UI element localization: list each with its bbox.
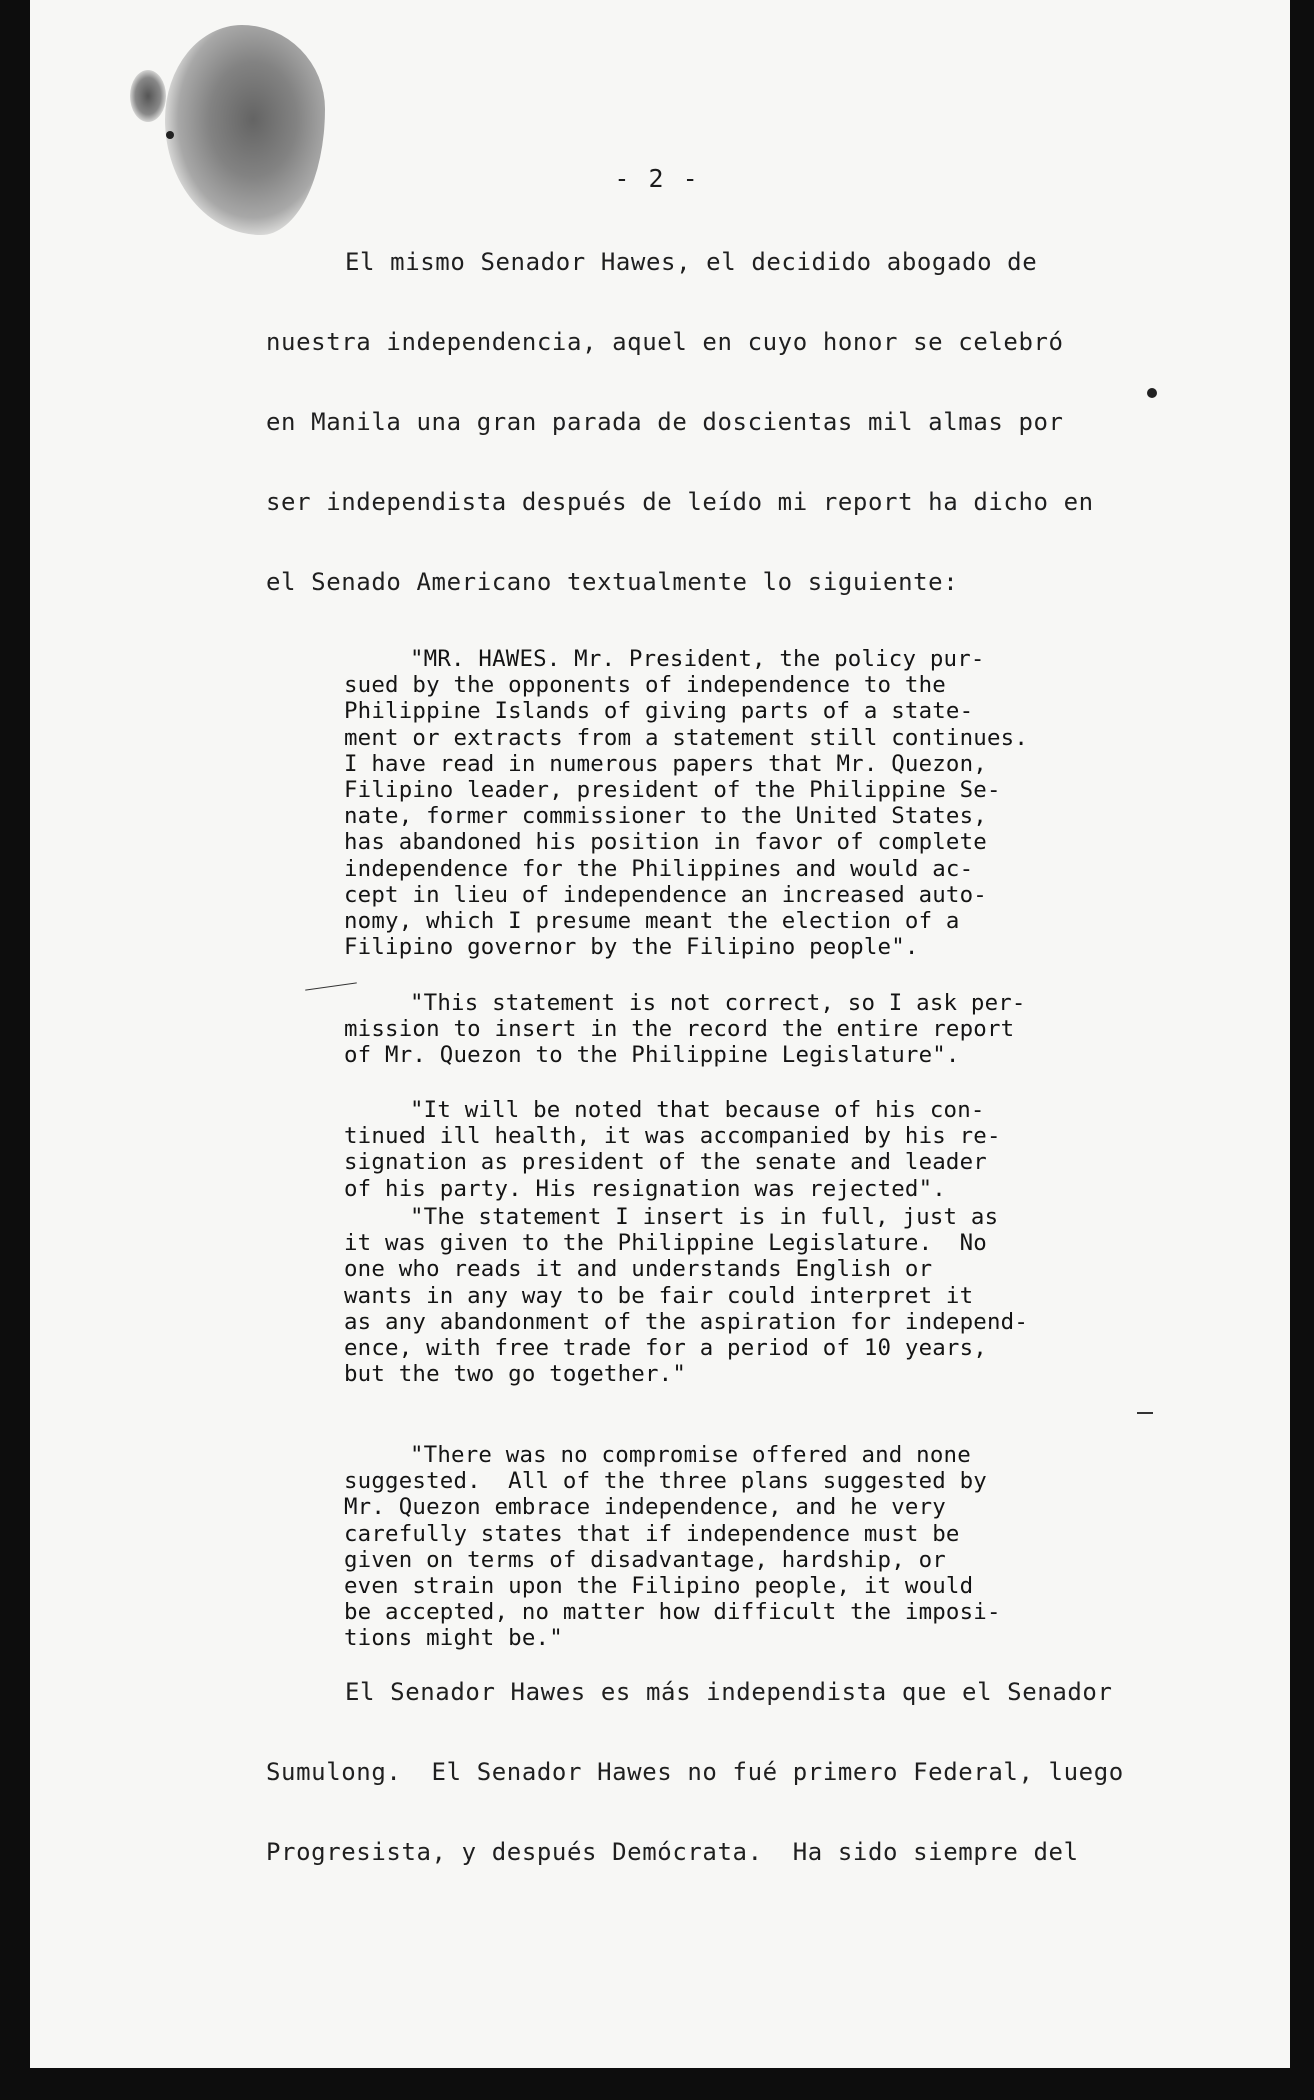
body-line: ser independista después de leído mi report ha dicho en [266,488,1094,516]
quote-line: given on terms of disadvantage, hardship, or [344,1546,946,1573]
quote-line: of Mr. Quezon to the Philippine Legislature". [344,1042,960,1069]
body-line: en Manila una gran parada de doscientas mil almas por [266,408,1064,436]
quote-block [344,1442,1001,1652]
quote-line: it was given to the Philippine Legislature. No [344,1230,987,1257]
quote-block [344,990,1026,1069]
quote-line: carefully states that if independence must be [344,1520,960,1547]
quote-line: Philippine Islands of giving parts of a state- [344,698,974,725]
quote-block [344,1097,1001,1202]
quote-line: Filipino leader, president of the Philippine Se- [344,777,1001,804]
quote-line: even strain upon the Filipino people, it would [344,1573,974,1600]
quote-line: Mr. Quezon embrace independence, and he very [344,1494,946,1521]
ink-stain-small [130,70,166,122]
quote-line: independence for the Philippines and would ac- [344,855,974,882]
body-line: nuestra independencia, aquel en cuyo honor se celebró [266,328,1064,356]
quote-line: has abandoned his position in favor of complete [344,829,987,856]
page-number: - 2 - [614,164,700,193]
quote-line: but the two go together." [344,1361,687,1388]
quote-line: tinued ill health, it was accompanied by his re- [344,1123,1001,1150]
quote-line: nomy, which I presume meant the election of a [344,908,960,935]
quote-line: cept in lieu of independence an increased auto- [344,881,987,908]
ink-speck [166,131,174,139]
quote-line: one who reads it and understands English or [344,1256,933,1283]
quote-block [344,1204,1028,1387]
body-line: El mismo Senador Hawes, el decidido abogado de [345,248,1038,276]
quote-line: "This statement is not correct, so I ask per- [410,990,1026,1016]
quote-line: ment or extracts from a statement still continues. [344,724,1029,751]
ink-speck [1147,388,1157,398]
quote-line: "It will be noted that because of his con- [410,1097,985,1123]
body-line: Sumulong. El Senador Hawes no fué primero Federal, luego [266,1758,1124,1786]
pencil-mark [1137,1412,1153,1414]
quote-block [344,646,1028,960]
quote-line: I have read in numerous papers that Mr. Quezon, [344,750,987,777]
quote-line: mission to insert in the record the entire report [344,1016,1015,1043]
quote-line: of his party. His resignation was rejected". [344,1175,946,1202]
body-line: Progresista, y después Demócrata. Ha sido siempre del [266,1838,1079,1866]
quote-line: as any abandonment of the aspiration for independ- [344,1308,1029,1335]
quote-line: be accepted, no matter how difficult the imposi- [344,1599,1001,1626]
quote-line: "There was no compromise offered and none [410,1442,971,1468]
body-line: El Senador Hawes es más independista que el Senador [345,1678,1113,1706]
quote-line: signation as president of the senate and leader [344,1149,987,1176]
quote-line: wants in any way to be fair could interpret it [344,1282,974,1309]
body-line: el Senado Americano textualmente lo siguiente: [266,568,959,596]
quote-line: tions might be." [344,1625,563,1652]
quote-line: suggested. All of the three plans suggested by [344,1468,987,1495]
quote-line: Filipino governor by the Filipino people". [344,934,919,961]
quote-line: "The statement I insert is in full, just as [410,1204,999,1230]
quote-line: ence, with free trade for a period of 10 years, [344,1335,987,1362]
quote-line: nate, former commissioner to the United States, [344,803,987,830]
quote-line: sued by the opponents of independence to the [344,672,946,699]
quote-line: "MR. HAWES. Mr. President, the policy pur- [410,646,985,672]
